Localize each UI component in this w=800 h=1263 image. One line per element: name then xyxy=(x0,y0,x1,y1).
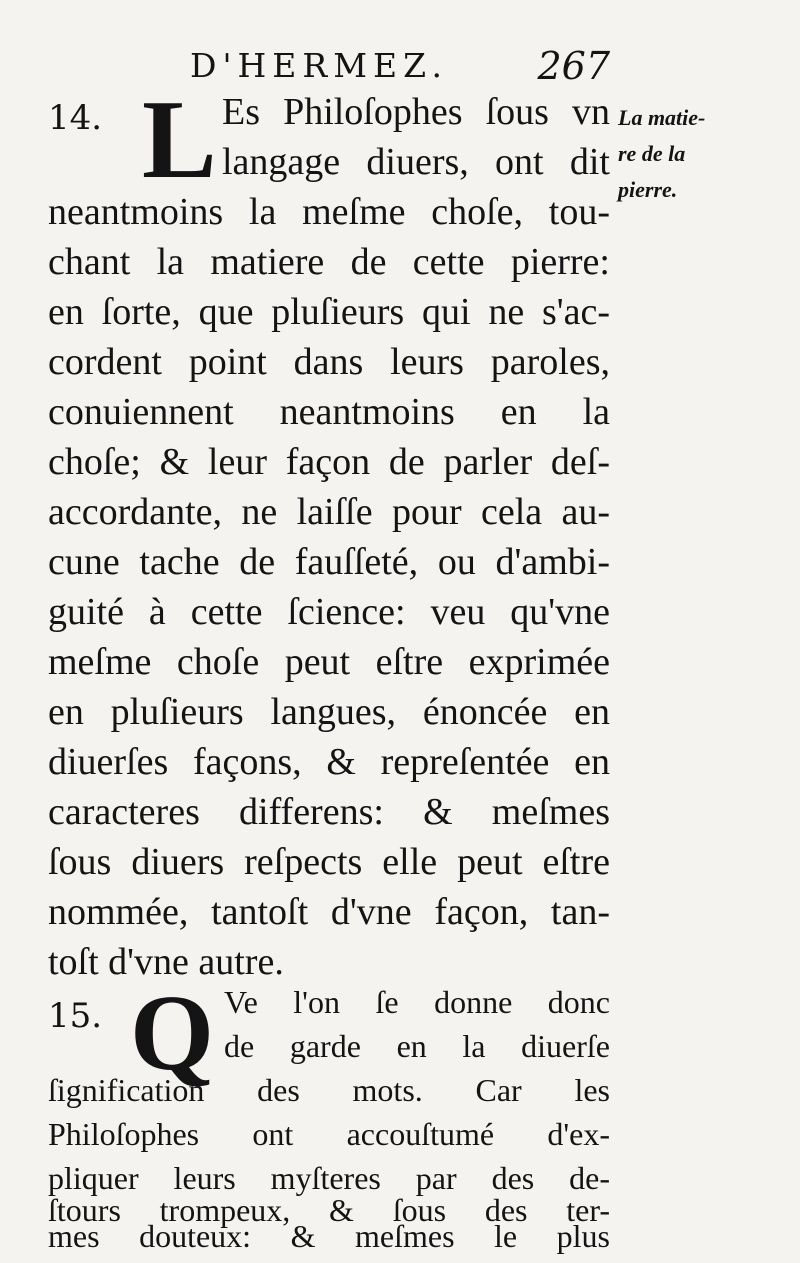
text-line: guité à cette ſcience: veu qu'vne xyxy=(48,591,610,633)
text-line: neantmoins la meſme choſe, tou- xyxy=(48,191,610,233)
page-number: 267 xyxy=(537,44,610,88)
text-line: choſe; & leur façon de parler deſ- xyxy=(48,441,610,483)
text-line: diuerſes façons, & repreſentée en xyxy=(48,741,610,783)
text-line: Ve l'on ſe donne donc xyxy=(224,984,610,1020)
text-line: nommée, tantoſt d'vne façon, tan- xyxy=(48,891,610,933)
text-line: de garde en la diuerſe xyxy=(224,1028,610,1064)
text-line: Es Philoſophes ſous vn xyxy=(222,91,610,133)
text-line: ſignification des mots. Car les xyxy=(48,1072,610,1108)
running-title: D'HERMEZ. xyxy=(190,46,448,85)
text-line: en pluſieurs langues, énoncée en xyxy=(48,691,610,733)
text-line: conuiennent neantmoins en la xyxy=(48,391,610,433)
text-line: cune tache de fauſſeté, ou d'ambi- xyxy=(48,541,610,583)
marginal-note xyxy=(618,100,788,208)
text-line: chant la matiere de cette pierre: xyxy=(48,241,610,283)
text-line: en ſorte, que pluſieurs qui ne s'ac- xyxy=(48,291,610,333)
text-line: toſt d'vne autre. xyxy=(48,941,284,983)
text-line: langage diuers, ont dit xyxy=(222,141,610,183)
text-line: ſtours trompeux, & ſous des ter- xyxy=(48,1192,610,1228)
text-line: cordent point dans leurs paroles, xyxy=(48,341,610,383)
text-line: pliquer leurs myſteres par des de- xyxy=(48,1160,610,1196)
text-line: mes douteux: & meſmes le plus xyxy=(48,1218,610,1254)
section-number-14: 14. xyxy=(48,98,103,138)
section-number-15: 15. xyxy=(48,996,103,1036)
drop-cap-l: L xyxy=(142,78,217,202)
text-line: caracteres differens: & meſmes xyxy=(48,791,610,833)
text-line: accordante, ne laiſſe pour cela au- xyxy=(48,491,610,533)
drop-cap-q: Q xyxy=(130,974,215,1093)
marginal-note-line: re de la xyxy=(618,141,686,166)
marginal-note-line: pierre. xyxy=(618,177,678,202)
marginal-note-line: La matie- xyxy=(618,105,706,130)
text-line: meſme choſe peut eſtre exprimée xyxy=(48,641,610,683)
text-line: ſous diuers reſpects elle peut eſtre xyxy=(48,841,610,883)
text-line: Philoſophes ont accouſtumé d'ex- xyxy=(48,1116,610,1152)
